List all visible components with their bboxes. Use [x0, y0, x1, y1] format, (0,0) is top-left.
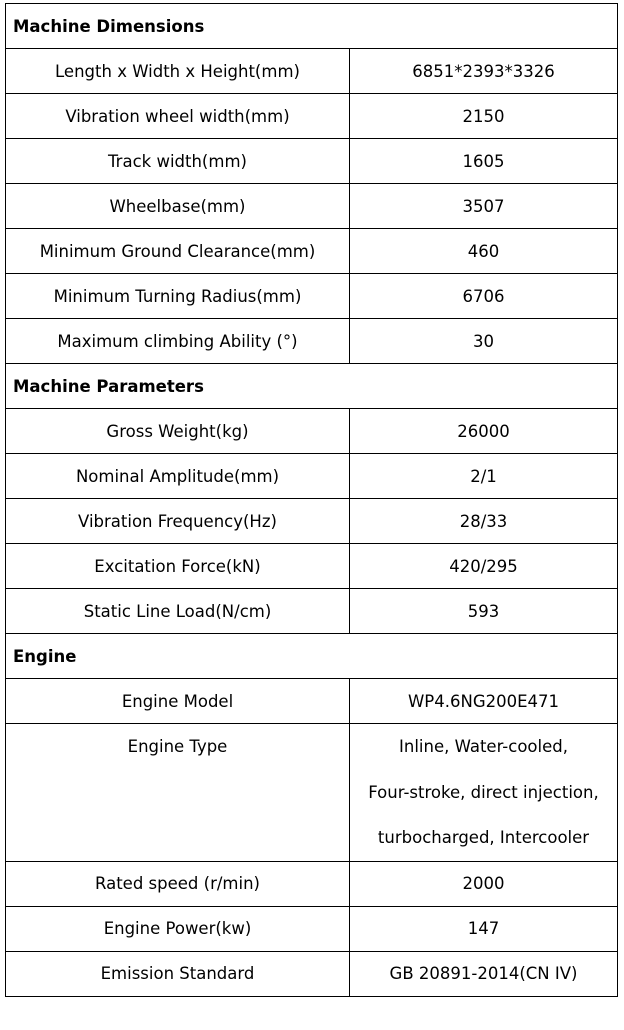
spec-label: Track width(mm) — [6, 139, 350, 184]
table-row — [6, 544, 618, 589]
spec-label: Minimum Turning Radius(mm) — [6, 274, 350, 319]
table-row — [6, 906, 618, 951]
spec-value: 30 — [350, 319, 618, 364]
spec-value-multiline — [350, 724, 618, 862]
section-title: Machine Parameters — [6, 364, 618, 409]
spec-value: 1605 — [350, 139, 618, 184]
spec-label: Excitation Force(kN) — [6, 544, 350, 589]
spec-label: Engine Type — [6, 724, 350, 862]
table-row — [6, 951, 618, 996]
spec-value-line: Inline, Water-cooled, — [399, 737, 568, 756]
spec-label: Rated speed (r/min) — [6, 861, 350, 906]
table-row — [6, 94, 618, 139]
section-title: Machine Dimensions — [6, 4, 618, 49]
spec-value: GB 20891-2014(CN IV) — [350, 951, 618, 996]
table-row — [6, 139, 618, 184]
table-row — [6, 409, 618, 454]
table-row — [6, 454, 618, 499]
spec-label: Gross Weight(kg) — [6, 409, 350, 454]
spec-value: 26000 — [350, 409, 618, 454]
table-row — [6, 229, 618, 274]
spec-value: 28/33 — [350, 499, 618, 544]
spec-value: 2/1 — [350, 454, 618, 499]
section-title: Engine — [6, 634, 618, 679]
spec-value: 2000 — [350, 861, 618, 906]
spec-label: Static Line Load(N/cm) — [6, 589, 350, 634]
spec-label: Vibration wheel width(mm) — [6, 94, 350, 139]
spec-value-line: Four-stroke, direct injection, — [368, 782, 599, 802]
spec-value: 420/295 — [350, 544, 618, 589]
spec-label: Nominal Amplitude(mm) — [6, 454, 350, 499]
spec-label: Length x Width x Height(mm) — [6, 49, 350, 94]
spec-label: Vibration Frequency(Hz) — [6, 499, 350, 544]
spec-label: Engine Model — [6, 679, 350, 724]
spec-value: 2150 — [350, 94, 618, 139]
spec-value-line: turbocharged, Intercooler — [377, 828, 590, 847]
table-row — [6, 589, 618, 634]
section-header-row — [6, 364, 618, 409]
table-row — [6, 861, 618, 906]
spec-label: Engine Power(kw) — [6, 906, 350, 951]
spec-label: Maximum climbing Ability (°) — [6, 319, 350, 364]
table-row — [6, 679, 618, 724]
spec-value: 6851*2393*3326 — [350, 49, 618, 94]
spec-value: 147 — [350, 906, 618, 951]
table-row — [6, 724, 618, 862]
spec-value: WP4.6NG200E471 — [350, 679, 618, 724]
table-row — [6, 319, 618, 364]
spec-value: 460 — [350, 229, 618, 274]
spec-value: 6706 — [350, 274, 618, 319]
spec-value: 3507 — [350, 184, 618, 229]
spec-table — [5, 3, 618, 997]
table-row — [6, 499, 618, 544]
spec-label: Wheelbase(mm) — [6, 184, 350, 229]
section-header-row — [6, 634, 618, 679]
section-header-row — [6, 4, 618, 49]
table-row — [6, 274, 618, 319]
table-row — [6, 184, 618, 229]
spec-label: Minimum Ground Clearance(mm) — [6, 229, 350, 274]
spec-label: Emission Standard — [6, 951, 350, 996]
spec-value: 593 — [350, 589, 618, 634]
table-row — [6, 49, 618, 94]
